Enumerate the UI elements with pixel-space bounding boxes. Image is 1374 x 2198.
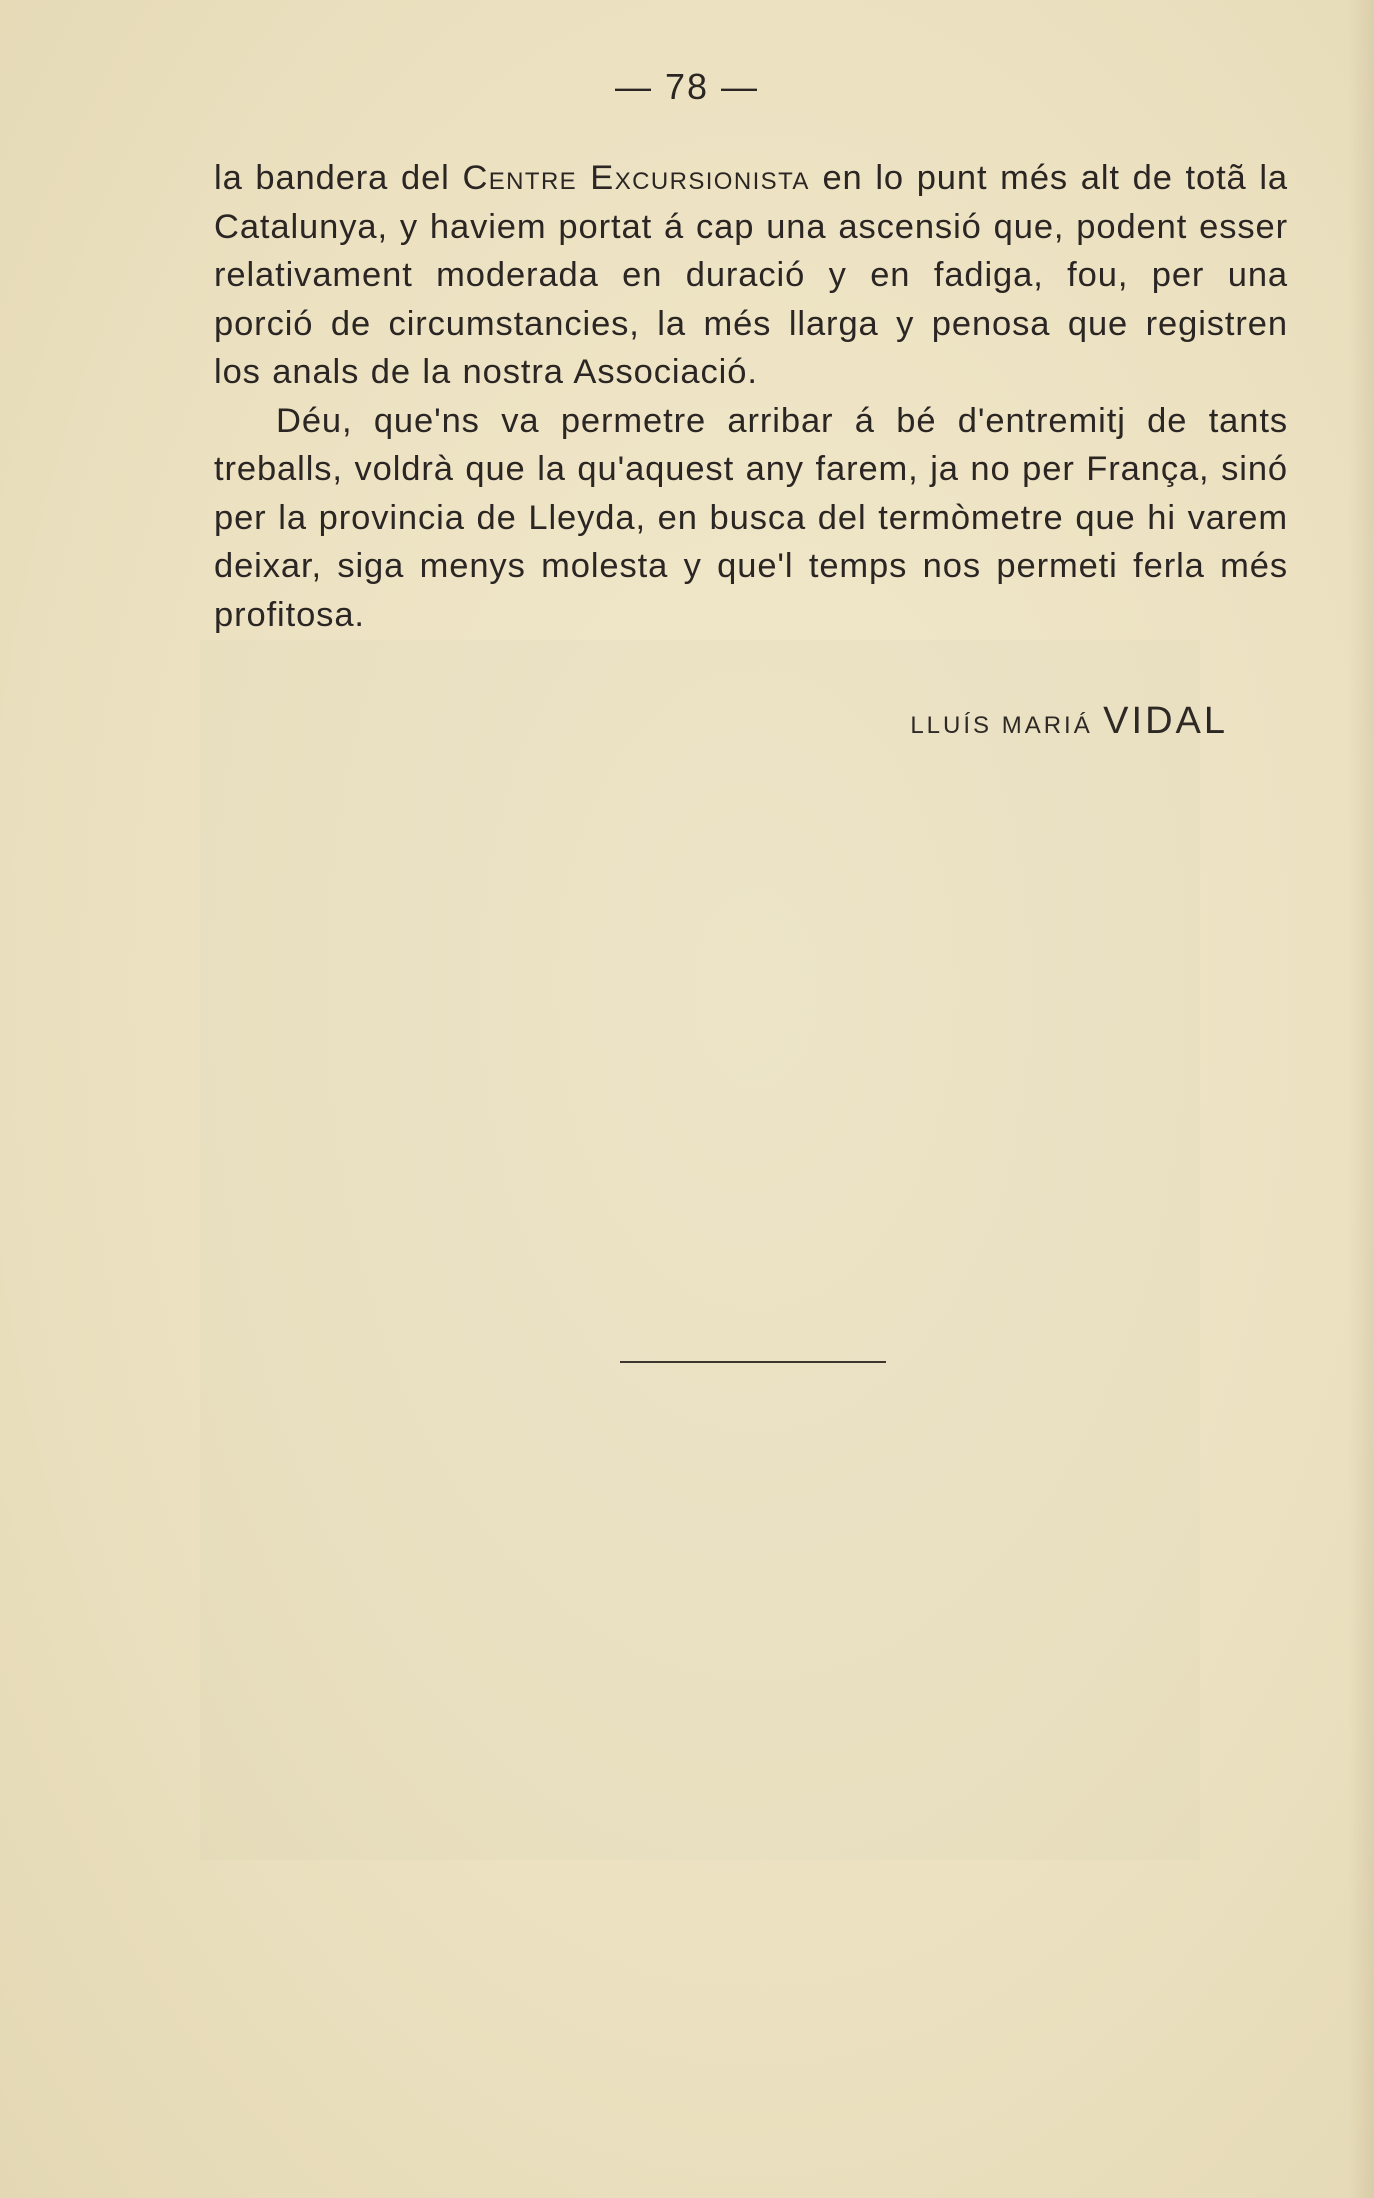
author-given-names: LLUÍS MARIÁ xyxy=(910,712,1093,739)
body-text xyxy=(214,154,1288,639)
page-edge-shadow xyxy=(1348,0,1374,2198)
paragraph-1-part-2: en lo punt més alt de totã la Catalunya, y haviem portat á cap una ascensió que, podent esser relativament moderada en duració y en fadiga, fou, per una porció de circumstancies, la més llarga y penosa que registren los anals de la nostra Associació. xyxy=(214,159,1288,391)
page-number: — 78 — xyxy=(614,66,760,107)
paragraph-1-part-1: la bandera del xyxy=(214,159,463,197)
paragraph-1 xyxy=(214,154,1288,397)
paragraph-2: Déu, que'ns va permetre arribar á bé d'entremitj de tants treballs, voldrà que la qu'aquest any farem, ja no per França, sinó per la provincia de Lleyda, en busca del termòmetre que hi varem deixar, siga menys molesta y que'l temps nos permeti ferla més profitosa. xyxy=(214,401,1288,634)
author-surname: VIDAL xyxy=(1103,700,1228,742)
institution-name: Centre Excursionista xyxy=(462,159,810,197)
end-rule-divider xyxy=(620,1361,886,1363)
author-signature xyxy=(910,700,1228,743)
